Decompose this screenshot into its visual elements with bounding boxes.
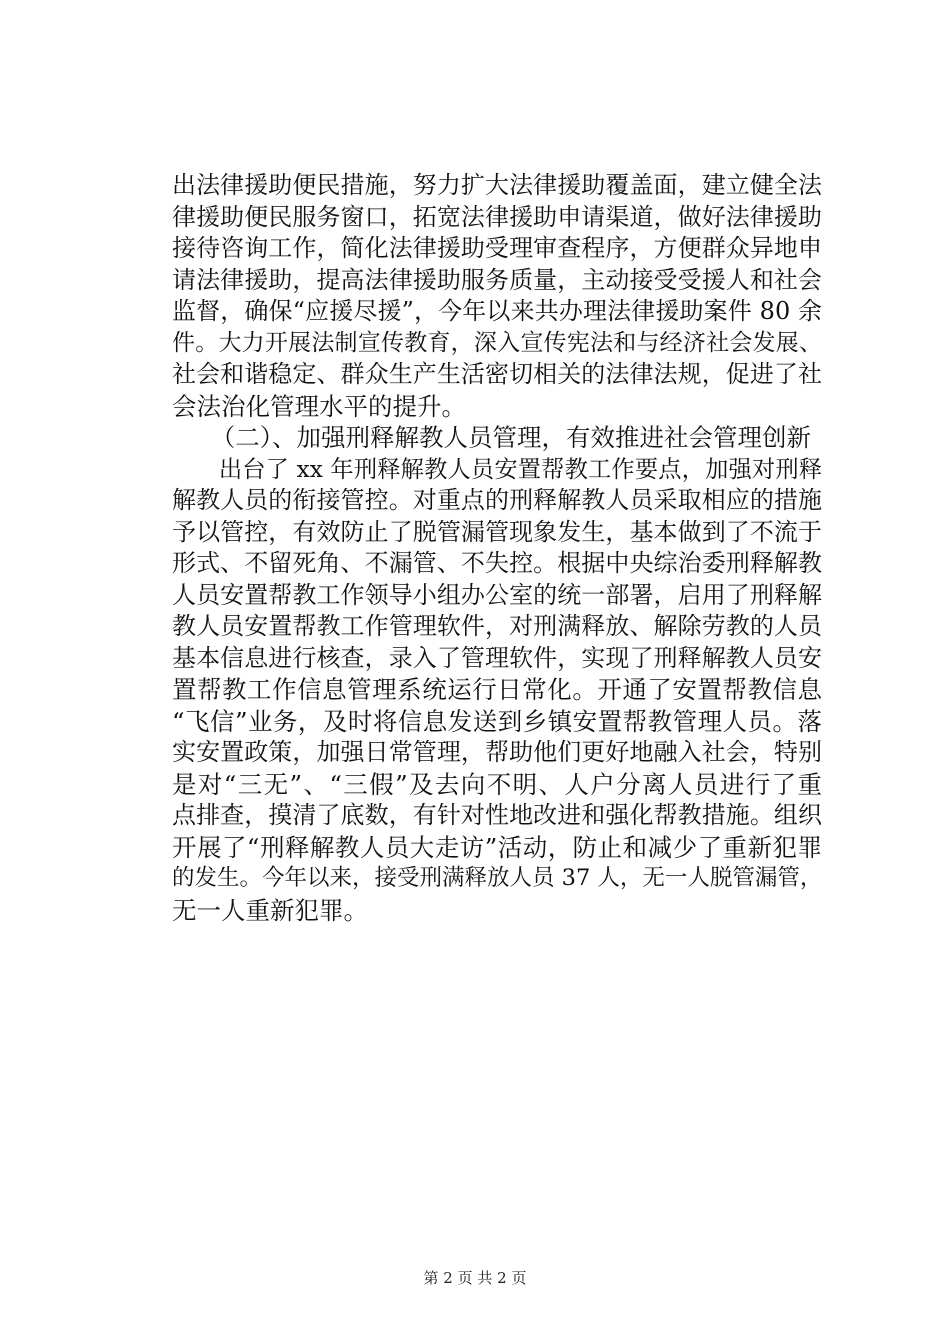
text-line: 出法律援助便民措施，努力扩大法律援助覆盖面，建立健全法 bbox=[172, 171, 822, 199]
text-line: 人员安置帮教工作领导小组办公室的统一部署，启用了刑释解 bbox=[172, 580, 822, 609]
text-line: 教人员安置帮教工作管理软件，对刑满释放、解除劳教的人员 bbox=[172, 612, 822, 640]
text-line: 社会和谐稳定、群众生产生活密切相关的法律法规，促进了社 bbox=[172, 360, 822, 388]
text-line: 无一人重新犯罪。 bbox=[172, 895, 368, 925]
text-line: 的发生。今年以来，接受刑满释放人员 37 人，无一人脱管漏管， bbox=[172, 865, 823, 891]
text-line: 开展了“刑释解教人员大走访”活动，防止和减少了重新犯罪 bbox=[172, 832, 822, 862]
section-heading: （二）、加强刑释解教人员管理，有效推进社会管理创新 bbox=[174, 423, 811, 452]
text-line: 解教人员的衔接管控。对重点的刑释解教人员采取相应的措施 bbox=[172, 486, 822, 514]
text-line: 予以管控，有效防止了脱管漏管现象发生，基本做到了不流于 bbox=[172, 517, 822, 546]
text-line: “飞信”业务，及时将信息发送到乡镇安置帮教管理人员。落 bbox=[172, 706, 822, 736]
document-body bbox=[172, 170, 822, 926]
text-line: 出台了 xx 年刑释解教人员安置帮教工作要点，加强对刑释 bbox=[172, 455, 822, 483]
text-line: 点排查，摸清了底数，有针对性地改进和强化帮教措施。组织 bbox=[172, 801, 822, 829]
text-line: 件。大力开展法制宣传教育，深入宣传宪法和与经济社会发展、 bbox=[172, 329, 822, 356]
text-line: 基本信息进行核查，录入了管理软件，实现了刑释解教人员安 bbox=[172, 643, 822, 672]
text-line: 实安置政策，加强日常管理，帮助他们更好地融入社会，特别 bbox=[172, 738, 822, 766]
text-line: 监督，确保“应援尽援”，今年以来共办理法律援助案件 80 余 bbox=[172, 297, 822, 325]
text-line: 律援助便民服务窗口，拓宽法律援助申请渠道，做好法律援助 bbox=[172, 202, 822, 231]
text-line: 会法治化管理水平的提升。 bbox=[172, 391, 466, 421]
text-line: 是对“三无”、“三假”及去向不明、人户分离人员进行了重 bbox=[172, 769, 822, 799]
text-line: 接待咨询工作，简化法律援助受理审查程序，方便群众异地申 bbox=[172, 234, 822, 262]
text-line: 请法律援助，提高法律援助服务质量，主动接受受援人和社会 bbox=[172, 265, 822, 294]
text-line: 置帮教工作信息管理系统运行日常化。开通了安置帮教信息 bbox=[172, 675, 822, 704]
text-line: 形式、不留死角、不漏管、不失控。根据中央综治委刑释解教 bbox=[172, 549, 822, 577]
page-footer: 第 2 页 共 2 页 bbox=[423, 1269, 527, 1287]
